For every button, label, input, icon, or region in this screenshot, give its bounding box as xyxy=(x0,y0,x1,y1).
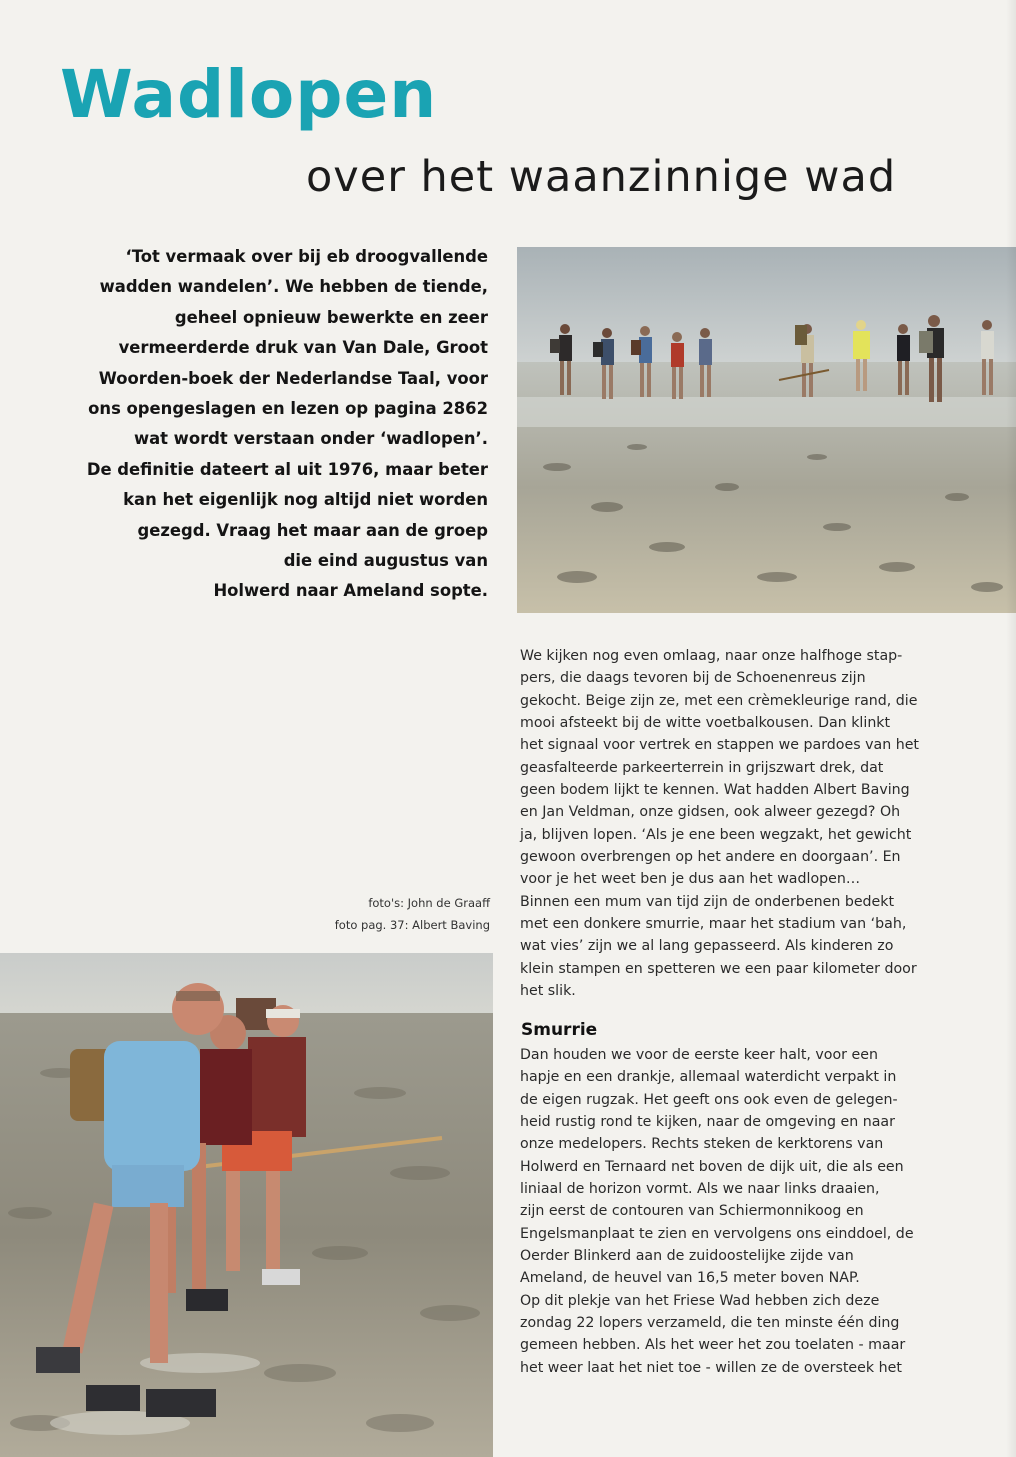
walkers-closeup-photo xyxy=(0,953,493,1457)
intro-line: vermeerderde druk van Van Dale, Groot xyxy=(118,338,488,358)
intro-line: kan het eigenlijk nog altijd niet worden xyxy=(123,490,488,510)
body-line: Dan houden we voor de eerste keer halt, voor een xyxy=(520,1047,878,1063)
body-line: zijn eerst de contouren van Schiermonnikoog en xyxy=(520,1203,864,1220)
body-line: onze medelopers. Rechts steken de kerktorens van xyxy=(520,1136,884,1153)
credit-line: foto pag. 37: Albert Baving xyxy=(334,918,490,932)
body-line: mooi afsteekt bij de witte voetbalkousen. Dan klinkt xyxy=(520,715,891,732)
intro-line: De definitie dateert al uit 1976, maar beter xyxy=(86,459,488,479)
mudflat-group-photo xyxy=(517,247,1016,613)
intro-line: wadden wandelen’. We hebben de tiende, xyxy=(99,277,488,297)
intro-line: ons opengeslagen en lezen op pagina 2862 xyxy=(88,399,488,419)
body-line: We kijken nog even omlaag, naar onze halfhoge stap- xyxy=(520,648,903,664)
article-subtitle: over het waanzinnige wad xyxy=(306,152,897,202)
body-line: gekocht. Beige zijn ze, met een crèmekleurige rand, die xyxy=(520,692,918,709)
body-line: het weer laat het niet toe - willen ze de oversteek het xyxy=(520,1359,902,1376)
body-line: Engelsmanplaat te zien en vervolgens ons einddoel, de xyxy=(520,1225,914,1242)
body-line: en Jan Veldman, onze gidsen, ook alweer gezegd? Oh xyxy=(520,804,901,821)
body-line: gemeen hebben. Als het weer het zou toelaten - maar xyxy=(520,1337,906,1354)
intro-line: ‘Tot vermaak over bij eb droogvallende xyxy=(125,247,488,266)
body-line: ja, blijven lopen. ‘Als je ene been wegzakt, het gewicht xyxy=(520,826,912,843)
body-line: liniaal de horizon vormt. Als we naar links draaien, xyxy=(520,1181,880,1198)
article-title: Wadlopen xyxy=(60,56,438,133)
section-heading: Smurrie xyxy=(521,1020,598,1040)
intro-line: Woorden-boek der Nederlandse Taal, voor xyxy=(98,368,488,388)
body-line: Holwerd en Ternaard net boven de dijk uit, die als een xyxy=(520,1158,904,1175)
body-line: geasfalteerde parkeerterrein in grijszwart drek, dat xyxy=(520,759,884,776)
body-column-2 xyxy=(520,1044,950,1379)
body-line: hapje en een drankje, allemaal waterdicht verpakt in xyxy=(520,1069,897,1086)
body-line: het signaal voor vertrek en stappen we pardoes van het xyxy=(520,737,919,754)
credit-line: foto's: John de Graaff xyxy=(368,896,490,910)
body-line: het slik. xyxy=(520,983,576,1000)
body-line: geen bodem lijkt te kennen. Wat hadden Albert Baving xyxy=(520,782,910,799)
body-line: Ameland, de heuvel van 16,5 meter boven NAP. xyxy=(520,1270,860,1287)
intro-line: geheel opnieuw bewerkte en zeer xyxy=(174,307,488,327)
body-line: met een donkere smurrie, maar het stadium van ‘bah, xyxy=(520,916,907,933)
body-column-1 xyxy=(520,645,950,1003)
body-line: voor je het weet ben je dus aan het wadlopen… xyxy=(520,871,861,888)
body-line: de eigen rugzak. Het geeft ons ook even de gelegen- xyxy=(520,1091,898,1108)
intro-paragraph xyxy=(52,242,488,607)
body-line: klein stampen en spetteren we een paar kilometer door xyxy=(520,960,917,977)
body-line: Oerder Blinkerd aan de zuidoostelijke zijde van xyxy=(520,1248,854,1265)
scan-edge-shadow xyxy=(1006,0,1016,1457)
body-line: heid rustig rond te kijken, naar de omgeving en naar xyxy=(520,1114,895,1131)
body-line: Binnen een mum van tijd zijn de onderbenen bedekt xyxy=(520,893,895,910)
body-line: pers, die daags tevoren bij de Schoenenreus zijn xyxy=(520,670,866,687)
intro-line: gezegd. Vraag het maar aan de groep xyxy=(137,520,488,540)
intro-line: die eind augustus van xyxy=(283,551,488,571)
intro-line: wat wordt verstaan onder ‘wadlopen’. xyxy=(133,429,488,449)
body-line: zondag 22 lopers verzameld, die ten minste één ding xyxy=(520,1315,900,1332)
body-line: gewoon overbrengen op het andere en doorgaan’. En xyxy=(520,849,901,866)
body-line: Op dit plekje van het Friese Wad hebben zich deze xyxy=(520,1292,880,1309)
photo-credits xyxy=(300,892,490,936)
body-line: wat vies’ zijn we al lang gepasseerd. Als kinderen zo xyxy=(520,938,894,955)
intro-line: Holwerd naar Ameland sopte. xyxy=(213,581,488,601)
